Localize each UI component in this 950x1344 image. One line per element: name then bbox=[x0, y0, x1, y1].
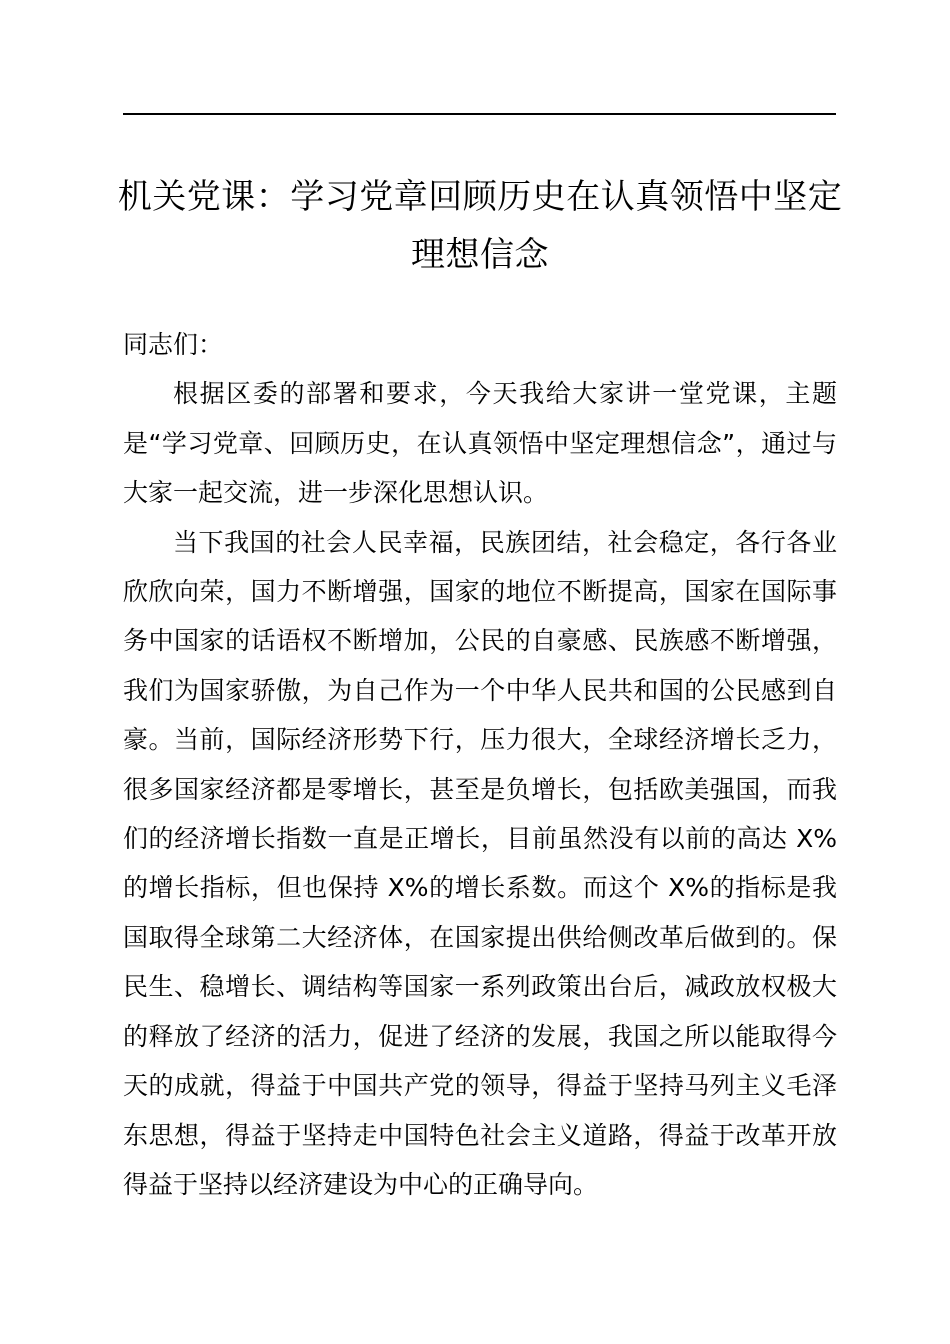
paragraph-main: 当下我国的社会人民幸福，民族团结，社会稳定，各行各业欣欣向荣，国力不断增强，国家的地位不断提高，国家在国际事务中国家的话语权不断增加，公民的自豪感、民族感不断增强，我们为国家骄傲，为自己作为一个中华人民共和国的公民感到自豪。当前，国际经济形势下行，压力很大，全球经济增长乏力，很多国家经济都是零增长，甚至是负增长，包括欧美强国，而我们的经济增长指数一直是正增长，目前虽然没有以前的高达 X%的增长指标，但也保持 X%的增长系数。而这个 X%的指标是我国取得全球第二大经济体，在国家提出供给侧改革后做到的。保民生、稳增长、调结构等国家一系列政策出台后，减政放权极大的释放了经济的活力，促进了经济的发展，我国之所以能取得今天的成就，得益于中国共产党的领导，得益于坚持马列主义毛泽东思想，得益于坚持走中国特色社会主义道路，得益于改革开放得益于坚持以经济建设为中心的正确导向。 bbox=[123, 527, 837, 1199]
paragraph-intro: 根据区委的部署和要求，今天我给大家讲一堂党课，主题是“学习党章、回顾历史，在认真领悟中坚定理想信念”，通过与大家一起交流，进一步深化思想认识。 bbox=[123, 379, 837, 508]
document-title: 机关党课：学习党章回顾历史在认真领悟中坚定理想信念 bbox=[117, 177, 843, 275]
header-rule bbox=[123, 113, 836, 115]
salutation: 同志们： bbox=[123, 330, 224, 359]
document-body bbox=[123, 320, 837, 1209]
